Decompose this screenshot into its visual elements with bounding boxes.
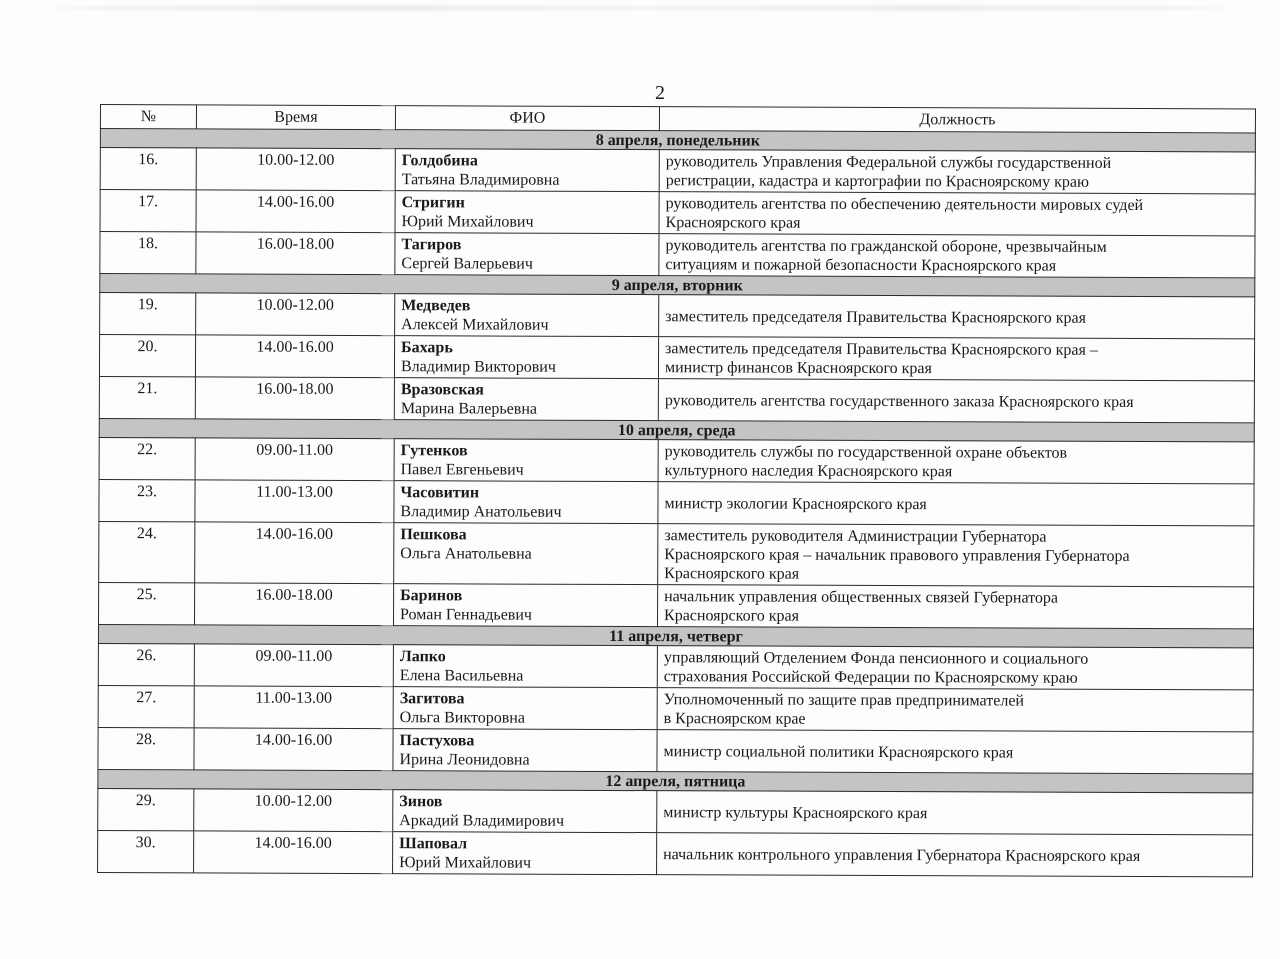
row-person <box>393 729 657 772</box>
row-time: 14.00-16.00 <box>195 522 394 584</box>
person-given-names: Роман Геннадьевич <box>400 606 533 624</box>
row-number: 22. <box>99 437 195 479</box>
position-line: заместитель председателя Правительства Красноярского края <box>665 307 1086 327</box>
row-position <box>659 295 1255 339</box>
position-line: ситуациям и пожарной безопасности Красноярского края <box>665 256 1057 275</box>
header-num: № <box>100 105 196 129</box>
row-time: 09.00-11.00 <box>195 438 394 481</box>
person-given-names: Владимир Анатольевич <box>400 503 562 521</box>
row-position <box>657 646 1253 690</box>
table-row <box>98 830 1253 876</box>
row-number: 16. <box>100 148 196 190</box>
row-number: 17. <box>100 190 196 232</box>
row-time: 14.00-16.00 <box>194 728 393 771</box>
header-position: Должность <box>659 107 1255 133</box>
row-position <box>659 234 1255 278</box>
position-line: страхования Российской Федерации по Красноярскому краю <box>663 668 1078 687</box>
row-time: 16.00-18.00 <box>196 232 395 275</box>
row-number: 27. <box>98 685 194 727</box>
day-label: 12 апреля, пятница <box>98 769 1253 792</box>
table-row <box>99 376 1254 422</box>
row-number: 23. <box>99 479 195 521</box>
position-line: руководитель агентства государственного заказа Красноярского края <box>664 391 1134 411</box>
row-time: 10.00-12.00 <box>194 789 393 832</box>
row-position <box>658 379 1254 423</box>
row-position <box>657 585 1253 629</box>
row-position <box>657 688 1253 732</box>
row-position <box>657 730 1253 774</box>
row-position <box>658 482 1254 526</box>
row-person <box>395 294 659 337</box>
person-surname: Баринов <box>400 587 463 605</box>
position-line: министр экологии Красноярского края <box>664 494 927 513</box>
row-number: 29. <box>98 788 194 830</box>
row-person <box>395 149 659 192</box>
row-time: 11.00-13.00 <box>194 686 393 729</box>
row-number: 28. <box>98 727 194 769</box>
schedule-table <box>97 104 1256 877</box>
table-row <box>98 788 1253 834</box>
person-given-names: Владимир Викторович <box>400 358 556 376</box>
table-row <box>99 479 1254 525</box>
table-row <box>99 521 1254 586</box>
person-given-names: Ольга Анатольевна <box>400 545 532 563</box>
person-given-names: Юрий Михайлович <box>401 213 534 231</box>
position-line: министр финансов Красноярского края <box>664 359 932 378</box>
position-line: руководитель службы по государственной охране объектов <box>664 443 1068 462</box>
row-number: 25. <box>99 582 195 624</box>
position-line: заместитель руководителя Администрации Губернатора <box>664 527 1047 546</box>
row-number: 20. <box>99 335 195 377</box>
header-name: ФИО <box>395 106 659 131</box>
row-position <box>657 833 1253 877</box>
row-number: 21. <box>99 376 195 418</box>
person-given-names: Аркадий Владимирович <box>399 812 565 830</box>
person-given-names: Сергей Валерьевич <box>401 255 533 273</box>
table-row <box>99 582 1254 628</box>
person-given-names: Юрий Михайлович <box>399 854 532 872</box>
row-person <box>394 336 658 379</box>
row-time: 16.00-18.00 <box>195 583 394 626</box>
row-person <box>394 378 658 421</box>
header-time: Время <box>196 105 395 130</box>
position-line: Красноярского края <box>664 607 800 625</box>
position-line: в Красноярском крае <box>663 710 806 728</box>
person-surname: Часовитин <box>400 484 480 502</box>
position-line: руководитель Управления Федеральной службы государственной <box>665 153 1112 172</box>
person-surname: Голдобина <box>401 152 478 170</box>
table-row <box>98 727 1253 773</box>
row-time: 16.00-18.00 <box>195 377 394 420</box>
table-row <box>100 190 1255 236</box>
position-line: министр социальной политики Красноярского края <box>663 742 1014 762</box>
row-position <box>658 440 1254 484</box>
person-given-names: Татьяна Владимировна <box>401 171 560 189</box>
row-time: 14.00-16.00 <box>196 190 395 233</box>
row-person <box>394 523 658 585</box>
person-surname: Вразовская <box>400 381 485 399</box>
table-row <box>99 437 1254 483</box>
position-line: регистрации, кадастра и картографии по Красноярскому краю <box>665 172 1090 191</box>
position-line: начальник управления общественных связей Губернатора <box>664 588 1059 607</box>
row-time: 10.00-12.00 <box>196 148 395 191</box>
day-label: 10 апреля, среда <box>99 418 1254 441</box>
row-position <box>659 192 1255 236</box>
person-surname: Пешкова <box>400 526 467 544</box>
position-line: Красноярского края <box>664 565 800 583</box>
position-line: руководитель агентства по гражданской обороне, чрезвычайным <box>665 237 1107 256</box>
person-given-names: Ольга Викторовна <box>399 709 525 727</box>
row-time: 14.00-16.00 <box>194 831 393 874</box>
row-time: 10.00-12.00 <box>196 293 395 336</box>
row-position <box>658 337 1254 381</box>
person-surname: Гутенков <box>400 442 468 460</box>
position-line: начальник контрольного управления Губернатора Красноярского края <box>663 845 1141 865</box>
row-time: 09.00-11.00 <box>194 644 393 687</box>
person-given-names: Павел Евгеньевич <box>400 461 524 479</box>
table-row <box>100 148 1255 194</box>
position-line: министр культуры Красноярского края <box>663 803 928 822</box>
person-surname: Медведев <box>401 297 471 315</box>
person-given-names: Елена Васильевна <box>399 667 524 685</box>
person-surname: Бахарь <box>401 339 453 357</box>
table-row <box>98 685 1253 731</box>
person-given-names: Ирина Леонидовна <box>399 751 530 769</box>
row-person <box>393 687 657 730</box>
row-number: 30. <box>98 830 194 872</box>
table-row <box>100 232 1255 278</box>
row-person <box>393 645 657 688</box>
row-person <box>394 439 658 482</box>
row-person <box>395 191 659 234</box>
table-row <box>98 643 1253 689</box>
person-surname: Шаповал <box>399 835 468 853</box>
table-row <box>100 293 1255 339</box>
person-surname: Стригин <box>401 194 465 212</box>
row-position <box>659 150 1255 194</box>
position-line: культурного наследия Красноярского края <box>664 462 953 481</box>
person-surname: Зинов <box>399 793 443 811</box>
position-line: заместитель председателя Правительства Красноярского края – <box>665 340 1098 359</box>
row-position <box>657 791 1253 835</box>
day-label: 8 апреля, понедельник <box>100 129 1255 152</box>
row-position <box>658 524 1254 587</box>
row-person <box>394 481 658 524</box>
table-row <box>99 335 1254 381</box>
row-person <box>393 832 657 875</box>
person-surname: Пастухова <box>399 732 475 750</box>
row-number: 19. <box>100 293 196 335</box>
person-given-names: Марина Валерьевна <box>400 400 538 418</box>
position-line: управляющий Отделением Фонда пенсионного и социального <box>663 649 1089 668</box>
row-time: 14.00-16.00 <box>195 335 394 378</box>
person-surname: Лапко <box>399 648 446 666</box>
row-number: 26. <box>98 643 194 685</box>
person-surname: Загитова <box>399 690 465 708</box>
position-line: руководитель агентства по обеспечению деятельности мировых судей <box>665 195 1144 215</box>
person-surname: Тагиров <box>401 236 462 254</box>
position-line: Красноярского края – начальник правового управления Губернатора <box>664 546 1130 565</box>
row-person <box>393 790 657 833</box>
row-person <box>395 233 659 276</box>
day-label: 11 апреля, четверг <box>98 624 1253 647</box>
row-person <box>393 584 657 627</box>
schedule-body <box>98 129 1256 877</box>
row-time: 11.00-13.00 <box>195 480 394 523</box>
scan-edge-artifact <box>60 6 1220 10</box>
page-number: 2 <box>655 82 665 104</box>
position-line: Уполномоченный по защите прав предпринимателей <box>663 691 1025 710</box>
person-given-names: Алексей Михайлович <box>401 316 549 334</box>
day-label: 9 апреля, вторник <box>100 274 1255 297</box>
position-line: Красноярского края <box>665 214 801 232</box>
row-number: 18. <box>100 232 196 274</box>
row-number: 24. <box>99 521 195 582</box>
